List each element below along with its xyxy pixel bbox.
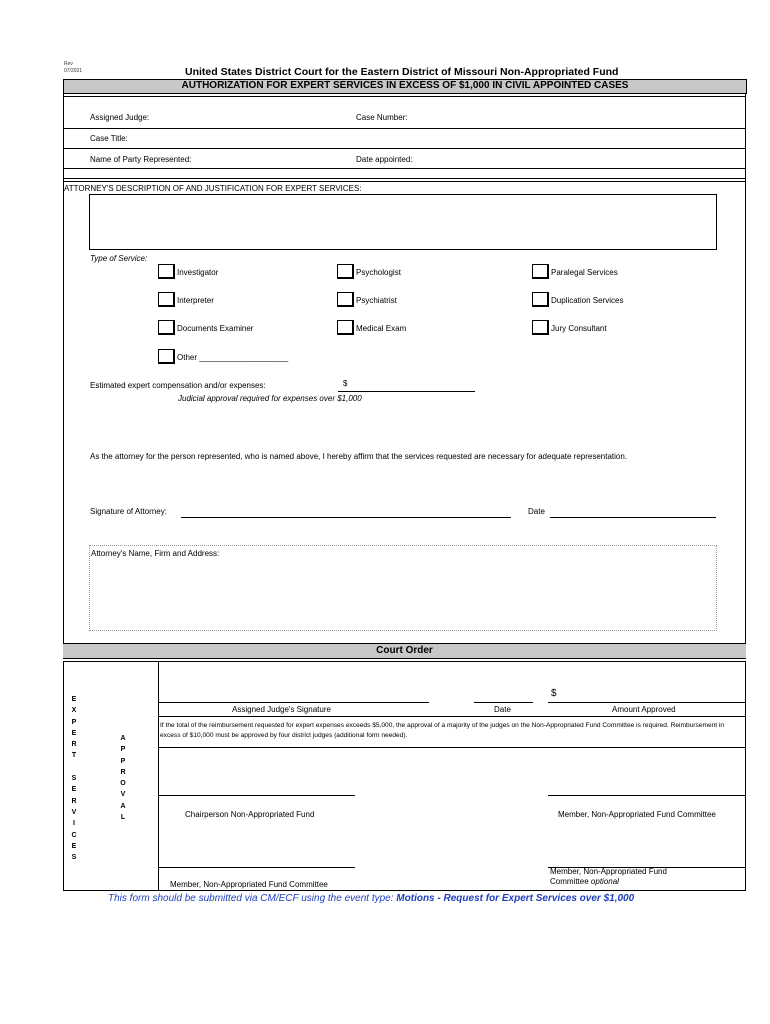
other-checkbox[interactable]: [158, 349, 175, 364]
psychiatrist-label: Psychiatrist: [356, 296, 397, 305]
judge-signature-line[interactable]: [158, 702, 429, 703]
interpreter-label: Interpreter: [177, 296, 214, 305]
judge-signature-label: Assigned Judge's Signature: [232, 705, 331, 714]
medical-exam-checkbox[interactable]: [337, 320, 354, 335]
expert-letter: T: [71, 752, 77, 760]
approval-letter: P: [120, 746, 126, 754]
jury-consultant-checkbox[interactable]: [532, 320, 549, 335]
interpreter-checkbox[interactable]: [158, 292, 175, 307]
attorney-date-label: Date: [528, 507, 545, 516]
expert-letter: I: [73, 820, 75, 828]
psychologist-checkbox[interactable]: [337, 264, 354, 279]
paralegal-checkbox[interactable]: [532, 264, 549, 279]
approval-vertical: [118, 733, 128, 823]
investigator-checkbox[interactable]: [158, 264, 175, 279]
paralegal-label: Paralegal Services: [551, 268, 618, 277]
medical-exam-label: Medical Exam: [356, 324, 407, 333]
date-appointed-label: Date appointed:: [356, 155, 413, 164]
approved-dollar: $: [551, 688, 557, 699]
approval-letter: P: [120, 757, 126, 765]
assigned-judge-label: Assigned Judge:: [90, 113, 150, 122]
compensation-note: Judicial approval required for expenses over $1,000: [178, 394, 362, 403]
attorney-signature-label: Signature of Attorney:: [90, 507, 167, 516]
expert-letter: E: [71, 842, 77, 850]
expert-letter: V: [71, 808, 77, 816]
judge-date-label: Date: [494, 705, 511, 714]
compensation-label: Estimated expert compensation and/or expenses:: [90, 381, 266, 390]
psychiatrist-checkbox[interactable]: [337, 292, 354, 307]
member-optional-line-1: Member, Non-Appropriated Fund: [550, 867, 667, 876]
member-label-2: Member, Non-Appropriated Fund Committee: [170, 880, 328, 889]
expert-letter: X: [71, 707, 77, 715]
approval-letter: A: [120, 735, 126, 742]
expert-letter: [69, 762, 79, 773]
expert-services-vertical: [69, 694, 79, 863]
attorney-name-label: Attorney's Name, Firm and Address:: [91, 549, 220, 558]
expert-letter: R: [71, 741, 77, 749]
rev-date: 07/2021: [64, 68, 83, 74]
member-optional-label: [550, 867, 667, 887]
attorney-date-line[interactable]: [550, 517, 716, 518]
member-label-1: Member, Non-Appropriated Fund Committee: [558, 810, 716, 819]
jury-consultant-label: Jury Consultant: [551, 324, 607, 333]
expert-letter: R: [71, 797, 77, 805]
submission-note: [108, 893, 634, 904]
affirmation-text: As the attorney for the person represented, who is named above, I hereby affirm that the services requested are necessary for adequate representation.: [90, 452, 628, 461]
documents-examiner-checkbox[interactable]: [158, 320, 175, 335]
expert-letter: C: [71, 831, 77, 839]
approval-letter: A: [120, 802, 126, 810]
court-order-title: Court Order: [376, 645, 433, 656]
form-subtitle: AUTHORIZATION FOR EXPERT SERVICES IN EXCESS OF $1,000 IN CIVIL APPOINTED CASES: [181, 80, 629, 91]
compensation-input[interactable]: [338, 391, 475, 392]
investigator-label: Investigator: [177, 268, 219, 277]
case-number-label: Case Number:: [356, 113, 408, 122]
approval-letter: V: [120, 791, 126, 799]
duplication-checkbox[interactable]: [532, 292, 549, 307]
rev-label: Rev: [64, 61, 73, 67]
description-textarea[interactable]: [89, 194, 717, 250]
chairperson-signature-line[interactable]: [158, 795, 355, 796]
chairperson-label: Chairperson Non-Appropriated Fund: [185, 810, 315, 819]
description-label: ATTORNEY'S DESCRIPTION OF AND JUSTIFICATION FOR EXPERT SERVICES:: [64, 184, 362, 193]
expert-letter: E: [71, 786, 77, 794]
psychologist-label: Psychologist: [356, 268, 401, 277]
duplication-label: Duplication Services: [551, 296, 624, 305]
party-represented-label: Name of Party Represented:: [90, 155, 192, 164]
documents-examiner-label: Documents Examiner: [177, 324, 254, 333]
approval-letter: L: [120, 814, 126, 822]
amount-approved-label: Amount Approved: [612, 705, 676, 714]
member-signature-line-1[interactable]: [548, 795, 745, 796]
member-signature-line-2[interactable]: [158, 867, 355, 868]
judge-date-line[interactable]: [474, 702, 533, 703]
amount-approved-line[interactable]: [548, 702, 745, 703]
form-title: United States District Court for the Eastern District of Missouri Non-Appropriated Fund: [185, 66, 619, 78]
member-optional-committee: Committee: [550, 877, 589, 886]
expert-letter: P: [71, 718, 77, 726]
expert-letter: S: [71, 854, 77, 862]
expert-letter: E: [71, 729, 77, 737]
approval-letter: O: [120, 780, 126, 788]
other-label: Other ____________________: [177, 353, 289, 362]
submission-note-prefix: This form should be submitted via CM/ECF using the event type:: [108, 893, 394, 904]
reimbursement-rule-text: If the total of the reimbursement requested for expert expenses exceeds $5,000, the approval of a majority of the judges on the Non-Appropriated Fund Committee is required. Reimbursement in excess of $10,000 must be approved by four district judges (additional form needed).: [160, 722, 725, 739]
attorney-signature-line[interactable]: [181, 517, 511, 518]
member-optional-tag: optional: [590, 877, 619, 886]
approval-letter: R: [120, 768, 126, 776]
submission-event-type: Motions - Request for Expert Services over $1,000: [396, 893, 635, 904]
type-of-service-label: Type of Service:: [90, 254, 148, 263]
member-optional-line-2: [550, 877, 667, 887]
case-title-label: Case Title:: [90, 134, 128, 143]
compensation-dollar: $: [343, 379, 348, 388]
expert-letter: S: [71, 775, 77, 783]
expert-letter: E: [71, 696, 77, 703]
